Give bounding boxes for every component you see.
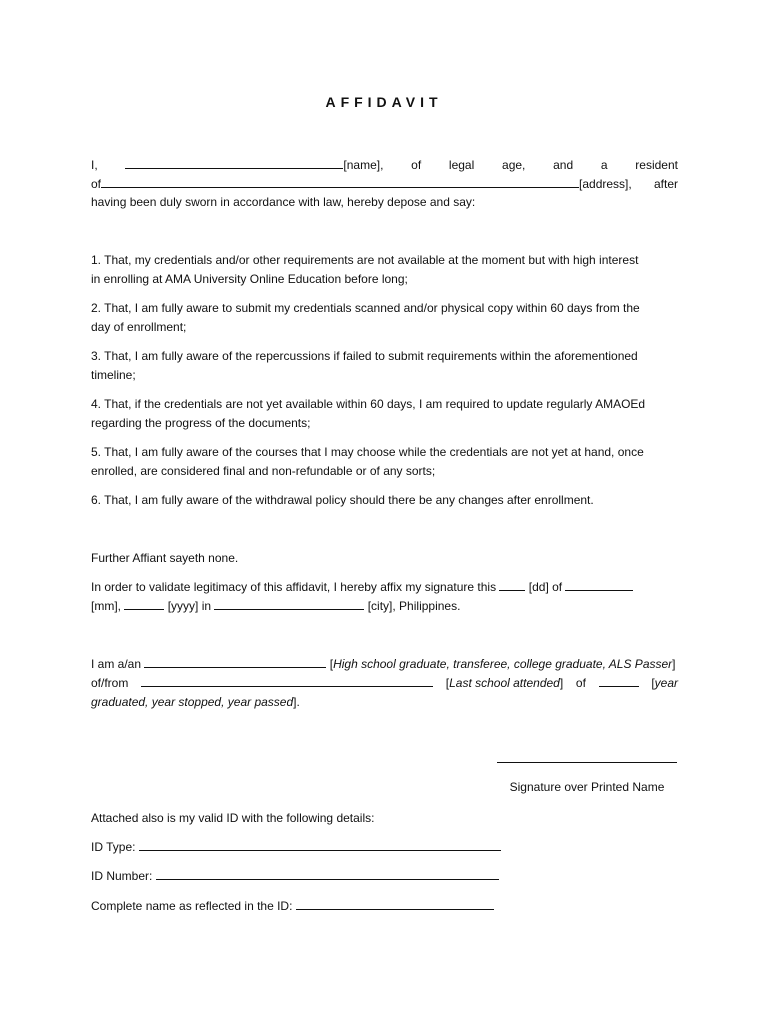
id-number-blank[interactable] bbox=[156, 867, 499, 880]
further-affiant: Further Affiant sayeth none. bbox=[91, 551, 239, 565]
day-blank[interactable] bbox=[499, 578, 525, 591]
id-type-row bbox=[91, 838, 501, 856]
address-blank[interactable] bbox=[101, 175, 579, 188]
complete-name-label: Complete name as reflected in the ID: bbox=[91, 899, 293, 913]
id-heading: Attached also is my valid ID with the following details: bbox=[91, 811, 375, 825]
complete-name-row bbox=[91, 897, 494, 915]
intro-line-2: of [address], after bbox=[91, 177, 678, 191]
signature-line[interactable] bbox=[497, 762, 677, 763]
year-blank[interactable] bbox=[124, 597, 164, 610]
status-line-3: graduated, year stopped, year passed]. bbox=[91, 695, 300, 709]
status-line-1: I am a/an [High school graduate, transferee, college graduate, ALS Passer] bbox=[91, 657, 676, 671]
year-graduated-blank[interactable] bbox=[599, 674, 639, 687]
item-5-cont: enrolled, are considered final and non-refundable or of any sorts; bbox=[91, 464, 436, 478]
item-5: 5. That, I am fully aware of the courses that I may choose while the credentials are not yet at hand, once bbox=[91, 445, 644, 459]
validate-line-2: [mm], [yyyy] in [city], Philippines. bbox=[91, 599, 461, 613]
intro-line-3: having been duly sworn in accordance with law, hereby depose and say: bbox=[91, 195, 476, 209]
address-label: [address], bbox=[579, 177, 632, 191]
id-type-blank[interactable] bbox=[139, 838, 501, 851]
id-number-row bbox=[91, 867, 499, 885]
status-line-2: of/from [Last school attended] of [year bbox=[91, 676, 678, 690]
item-4-cont: regarding the progress of the documents; bbox=[91, 416, 311, 430]
item-6: 6. That, I am fully aware of the withdrawal policy should there be any changes after enrollment. bbox=[91, 493, 594, 507]
item-1: 1. That, my credentials and/or other requirements are not available at the moment but with high interest bbox=[91, 253, 639, 267]
id-number-label: ID Number: bbox=[91, 869, 153, 883]
page-title: AFFIDAVIT bbox=[325, 94, 443, 110]
name-blank[interactable] bbox=[125, 156, 343, 169]
status-blank[interactable] bbox=[144, 655, 326, 668]
complete-name-blank[interactable] bbox=[296, 897, 494, 910]
item-2-cont: day of enrollment; bbox=[91, 320, 187, 334]
month-blank[interactable] bbox=[565, 578, 633, 591]
id-type-label: ID Type: bbox=[91, 840, 136, 854]
intro-line-1: I, [name], of legal age, and a resident bbox=[91, 158, 678, 172]
item-3: 3. That, I am fully aware of the repercussions if failed to submit requirements within the aforementioned bbox=[91, 349, 638, 363]
validate-line-1: In order to validate legitimacy of this affidavit, I hereby affix my signature this [dd] of bbox=[91, 578, 678, 596]
school-blank[interactable] bbox=[141, 674, 433, 687]
item-4: 4. That, if the credentials are not yet available within 60 days, I am required to update regularly AMAOEd bbox=[91, 397, 646, 411]
item-1-cont: in enrolling at AMA University Online Education before long; bbox=[91, 272, 408, 286]
signature-label: Signature over Printed Name bbox=[509, 780, 665, 794]
name-label: [name], bbox=[343, 158, 384, 172]
item-2: 2. That, I am fully aware to submit my credentials scanned and/or physical copy within 60 days from the bbox=[91, 301, 640, 315]
item-3-cont: timeline; bbox=[91, 368, 136, 382]
city-blank[interactable] bbox=[214, 597, 364, 610]
